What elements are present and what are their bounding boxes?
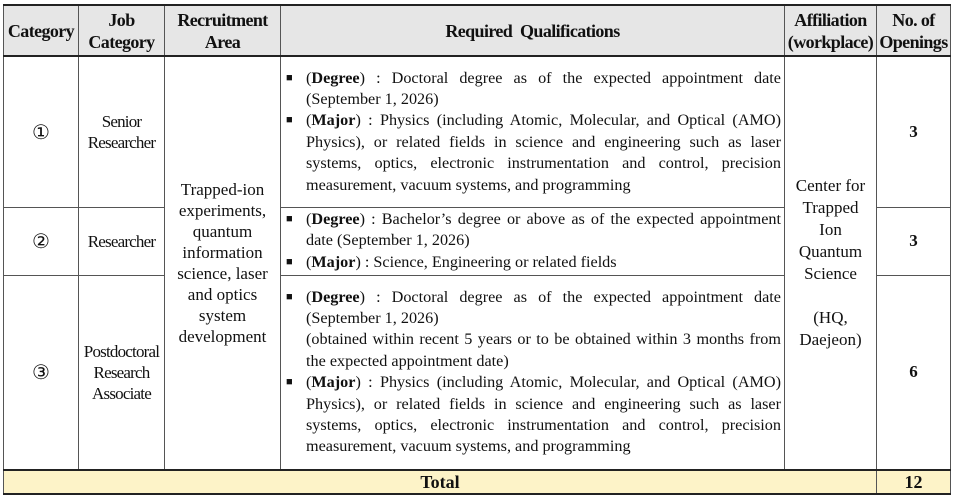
small-square-bullet-icon: ■ [286,290,293,303]
category-cell: ② [4,207,79,275]
header-openings: No. of Openings [877,5,951,56]
qualification-major: ■ (Major) : Science, Engineering or related fields [286,252,617,271]
qualification-note: (obtained within recent 5 years or to be obtained within 3 months from the expected appointment date) [306,330,781,370]
header-required-qualifications: Required Qualifications [281,5,785,56]
small-square-bullet-icon: ■ [286,71,293,84]
recruitment-area-cell: Trapped-ion experiments, quantum information science, laser and optics system development [165,56,281,470]
qualification-degree: ■ (Degree) : Doctoral degree as of the expected appointment date (September 1, 2026) (obtained within recent 5 years or to be obtained within 3 months from the expected appointment date) [286,287,781,373]
openings-cell: 6 [877,275,951,470]
qualifications-cell [281,56,785,207]
qualifications-cell [281,207,785,275]
total-value: 12 [877,470,951,494]
job-category-cell: Researcher [79,207,165,275]
small-square-bullet-icon: ■ [286,255,293,268]
qualification-degree: ■ (Degree) : Bachelor’s degree or above as of the expected appointment date (September 1, 2026) [286,209,781,250]
qualification-major: ■ (Major) : Physics (including Atomic, Molecular, and Optical (AMO) Physics), or related fields in science and engineering such as laser systems, optics, electronic instrumentation and control, precision measurement, vacuum systems, and programming [286,111,781,194]
category-cell: ③ [4,275,79,470]
job-category-cell: Postdoctoral Research Associate [79,275,165,470]
openings-cell: 3 [877,207,951,275]
affiliation-cell: Center for Trapped Ion Quantum Science (HQ, Daejeon) [785,56,877,470]
header-job-category: Job Category [79,5,165,56]
small-square-bullet-icon: ■ [286,212,293,225]
job-category-cell: Senior Researcher [79,56,165,207]
total-row [4,470,951,494]
qualification-major: ■ (Major) : Physics (including Atomic, Molecular, and Optical (AMO) Physics), or related fields in science and engineering such as laser systems, optics, electronic instrumentation and control, precision measurement, vacuum systems, and programming [286,373,781,456]
header-affiliation: Affiliation (workplace) [785,5,877,56]
qualifications-list [281,68,784,196]
qualifications-cell [281,275,785,470]
header-recruitment-area: Recruitment Area [165,5,281,56]
table-row [4,56,951,207]
qualifications-list [281,209,784,273]
recruitment-table [3,4,951,495]
header-row [4,5,951,56]
openings-cell: 3 [877,56,951,207]
total-label: Total [4,470,877,494]
header-category: Category [4,5,79,56]
qualifications-list [281,287,784,458]
qualification-degree: ■ (Degree) : Doctoral degree as of the expected appointment date (September 1, 2026) [286,68,781,108]
small-square-bullet-icon: ■ [286,114,293,127]
small-square-bullet-icon: ■ [286,376,293,389]
category-cell: ① [4,56,79,207]
